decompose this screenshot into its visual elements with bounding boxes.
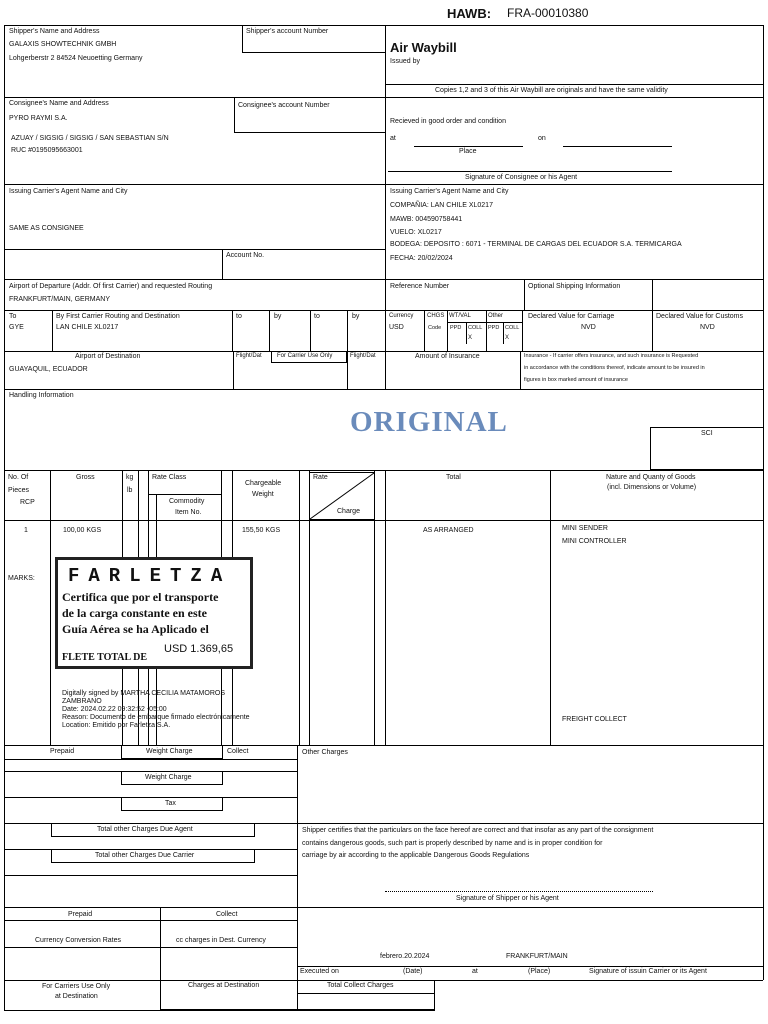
departure-value: FRANKFURT/MAIN, GERMANY — [9, 296, 110, 303]
ppd-1-label: PPD — [450, 325, 462, 331]
freight-collect: FREIGHT COLLECT — [562, 716, 627, 723]
insurance-note-2: in accordance with the conditions thereof, indicate amount to be insured in — [524, 365, 705, 371]
collect-label-2: Collect — [216, 911, 238, 918]
total-label: Total — [446, 474, 461, 481]
shipper-certify-3: carriage by air according to the applicable Dangerous Goods Regulations — [302, 852, 530, 859]
place-label: (Place) — [528, 968, 551, 975]
optional-shipping-label: Optional Shipping Information — [528, 283, 621, 290]
carrier-bodega: BODEGA: DEPOSITO : 6071 - TERMINAL DE CARGAS DEL ECUADOR S.A. TERMICARGA — [390, 241, 682, 248]
issuing-agent-value: SAME AS CONSIGNEE — [9, 225, 84, 232]
goods-total: AS ARRANGED — [423, 527, 474, 534]
currency-value: USD — [389, 324, 404, 331]
prepaid-label: Prepaid — [50, 748, 75, 755]
to-3-label: to — [314, 313, 320, 320]
receipt-text: Recieved in good order and condition — [390, 118, 506, 125]
declared-carriage-value: NVD — [581, 324, 596, 331]
by-2-label: by — [274, 313, 282, 320]
declared-carriage-label: Declared Value for Carriage — [528, 313, 615, 320]
executed-date: febrero.20.2024 — [380, 953, 430, 960]
consignee-name: PYRO RAYMI S.A. — [9, 115, 68, 122]
shipper-name: GALAXIS SHOWTECHNIK GMBH — [9, 41, 117, 48]
insurance-note-3: figures in box marked amount of insurance — [524, 377, 628, 383]
digital-signature-line-3: Date: 2024.02.22 09:32:52 -05:00 — [62, 706, 167, 713]
receipt-on: on — [538, 135, 546, 142]
by-3-label: by — [352, 313, 360, 320]
goods-chargeable: 155,50 KGS — [242, 527, 281, 534]
consignee-ruc: RUC #0195095663001 — [11, 147, 83, 154]
prepaid-label-2: Prepaid — [68, 911, 93, 918]
copies-note: Copies 1,2 and 3 of this Air Waybill are originals and have the same validity — [435, 87, 668, 94]
farletza-stamp-line-2: de la carga constante en este — [62, 606, 207, 620]
goods-item-1: MINI SENDER — [562, 525, 608, 532]
first-carrier-value: LAN CHILE XL0217 — [56, 324, 119, 331]
pieces-label-1: No. Of — [8, 474, 29, 481]
commodity-label-1: Commodity — [169, 498, 205, 505]
carriers-use-label-1: For Carriers Use Only — [42, 983, 111, 990]
to-label: To — [9, 313, 17, 320]
other-charges-label: Other Charges — [302, 749, 348, 756]
gross-label: Gross — [76, 474, 95, 481]
insurance-label: Amount of Insurance — [415, 353, 480, 360]
chargeable-label-2: Weight — [252, 491, 274, 498]
farletza-stamp-line-1: Certifica que por el transporte — [62, 590, 219, 604]
executed-place: FRANKFURT/MAIN — [506, 953, 568, 960]
cc-charges-label: cc charges in Dest. Currency — [176, 937, 266, 944]
date-label: (Date) — [403, 968, 423, 975]
consignee-account-label: Consignee's account Number — [238, 102, 330, 109]
wtval-label: WT/VAL — [449, 313, 471, 319]
executed-on-label: Executed on — [300, 968, 339, 975]
chgs-code-label: Code — [428, 325, 442, 331]
digital-signature-line-5: Location: Emitido por Farletza S.A. — [62, 722, 171, 729]
consignee-address: AZUAY / SIGSIG / SIGSIG / SAN SEBASTIAN S/N — [11, 135, 169, 142]
reference-number-label: Reference Number — [390, 283, 450, 290]
wtval-coll-mark: X — [468, 335, 473, 341]
digital-signature-line-4: Reason: Documento de embarque firmado electrónicamente — [62, 714, 250, 721]
hawb-number: FRA-00010380 — [507, 6, 589, 20]
goods-gross: 100,00 KGS — [63, 527, 102, 534]
farletza-stamp-line-3: Guía Aérea se ha Aplicado el — [62, 622, 209, 636]
total-collect-label: Total Collect Charges — [327, 982, 394, 989]
chargeable-label-1: Chargeable — [245, 480, 282, 487]
handling-label: Handling Information — [9, 392, 74, 399]
destination-value: GUAYAQUIL, ECUADOR — [9, 366, 88, 373]
receipt-at: at — [390, 135, 396, 142]
kg-label: kg — [126, 474, 134, 481]
account-no-label: Account No. — [226, 252, 265, 259]
coll-1-label: COLL — [468, 325, 483, 331]
shipper-signature-label: Signature of Shipper or his Agent — [456, 895, 559, 902]
to-value: GYE — [9, 324, 24, 331]
carriers-use-label-2: at Destination — [55, 993, 98, 1000]
total-due-carrier-label: Total other Charges Due Carrier — [95, 852, 195, 859]
farletza-stamp-line-4: FLETE TOTAL DE — [62, 652, 148, 663]
to-2-label: to — [236, 313, 242, 320]
carrier-signature-label: Signature of issuin Carrier or its Agent — [589, 968, 707, 975]
rate-class-label: Rate Class — [152, 474, 187, 481]
farletza-stamp-amount: USD 1.369,65 — [164, 643, 234, 655]
other-label: Other — [488, 313, 504, 319]
goods-pieces: 1 — [24, 527, 28, 534]
nature-label-2: (incl. Dimensions or Volume) — [607, 484, 697, 491]
carrier-fecha: FECHA: 20/02/2024 — [390, 255, 453, 262]
departure-label: Airport of Departure (Addr. Of first Carrier) and requested Routing — [9, 283, 213, 290]
rate-label: Rate — [313, 474, 328, 481]
declared-customs-label: Declared Value for Customs — [656, 313, 744, 320]
shipper-certify-1: Shipper certifies that the particulars on the face hereof are correct and that insofar as any part of the consignment — [302, 827, 654, 834]
goods-item-2: MINI CONTROLLER — [562, 538, 627, 545]
chgs-label: CHGS — [427, 313, 445, 319]
sci-label: SCI — [701, 430, 713, 437]
issuing-agent-label: Issuing Carrier's Agent Name and City — [9, 188, 128, 195]
carrier-vuelo: VUELO: XL0217 — [390, 229, 442, 236]
farletza-stamp-name: FARLETZA — [68, 565, 232, 587]
carrier-mawb: MAWB: 004590758441 — [390, 216, 463, 223]
receipt-place: Place — [459, 148, 477, 155]
collect-label: Collect — [227, 748, 249, 755]
nature-label-1: Nature and Quanty of Goods — [606, 474, 696, 481]
lb-label: lb — [127, 487, 133, 494]
destination-label: Airport of Destination — [75, 353, 141, 360]
tax-label: Tax — [165, 800, 176, 807]
farletza-stamp — [55, 557, 253, 669]
other-coll-mark: X — [505, 335, 510, 341]
carrier-agent-label: Issuing Carrier's Agent Name and City — [390, 188, 509, 195]
shipper-certify-2: contains dangerous goods, such part is properly described by name and is in proper condition for — [302, 840, 603, 847]
digital-signature-line-2: ZAMBRANO — [62, 698, 102, 705]
coll-2-label: COLL — [505, 325, 520, 331]
insurance-note-1: Insurance - If carrier offers insurance, and such insurance is Requested — [524, 353, 699, 359]
shipper-account-label: Shipper's account Number — [246, 28, 329, 35]
currency-label: Currency — [389, 313, 414, 319]
total-due-agent-label: Total other Charges Due Agent — [97, 826, 193, 833]
shipper-address: Lohgerberstr 2 84524 Neuoetting Germany — [9, 55, 143, 62]
consignee-label: Consignee's Name and Address — [9, 100, 109, 107]
original-stamp: ORIGINAL — [350, 406, 508, 438]
carrier-use-only-label: For Carrier Use Only — [277, 353, 333, 359]
consignee-signature-label: Signature of Consignee or his Agent — [465, 174, 578, 181]
shipper-label: Shipper's Name and Address — [9, 28, 100, 35]
marks-label: MARKS: — [8, 575, 35, 582]
ppd-2-label: PPD — [488, 325, 500, 331]
pieces-label-3: RCP — [20, 499, 35, 506]
charge-label: Charge — [337, 508, 360, 515]
air-waybill-title: Air Waybill — [390, 40, 457, 55]
first-carrier-label: By First Carrier Routing and Destination — [56, 313, 180, 320]
carrier-company: COMPAÑIA: LAN CHILE XL0217 — [390, 202, 493, 209]
weight-charge-label: Weight Charge — [146, 748, 193, 755]
flight-date-1-label: Flight/Dat — [236, 353, 262, 359]
hawb-label: HAWB: — [447, 6, 492, 21]
at-label: at — [472, 968, 478, 975]
digital-signature-line-1: Digitally signed by MARTHA CECILIA MATAMOROS — [62, 690, 225, 697]
weight-charge-label-2: Weight Charge — [145, 774, 192, 781]
issued-by-label: Issued by — [390, 58, 420, 65]
charges-destination-label: Charges at Destination — [188, 982, 260, 989]
declared-customs-value: NVD — [700, 324, 715, 331]
flight-date-2-label: Flight/Dat — [350, 353, 376, 359]
commodity-label-2: Item No. — [175, 509, 202, 516]
pieces-label-2: Pieces — [8, 487, 30, 494]
currency-conversion-label: Currency Conversion Rates — [35, 937, 121, 944]
